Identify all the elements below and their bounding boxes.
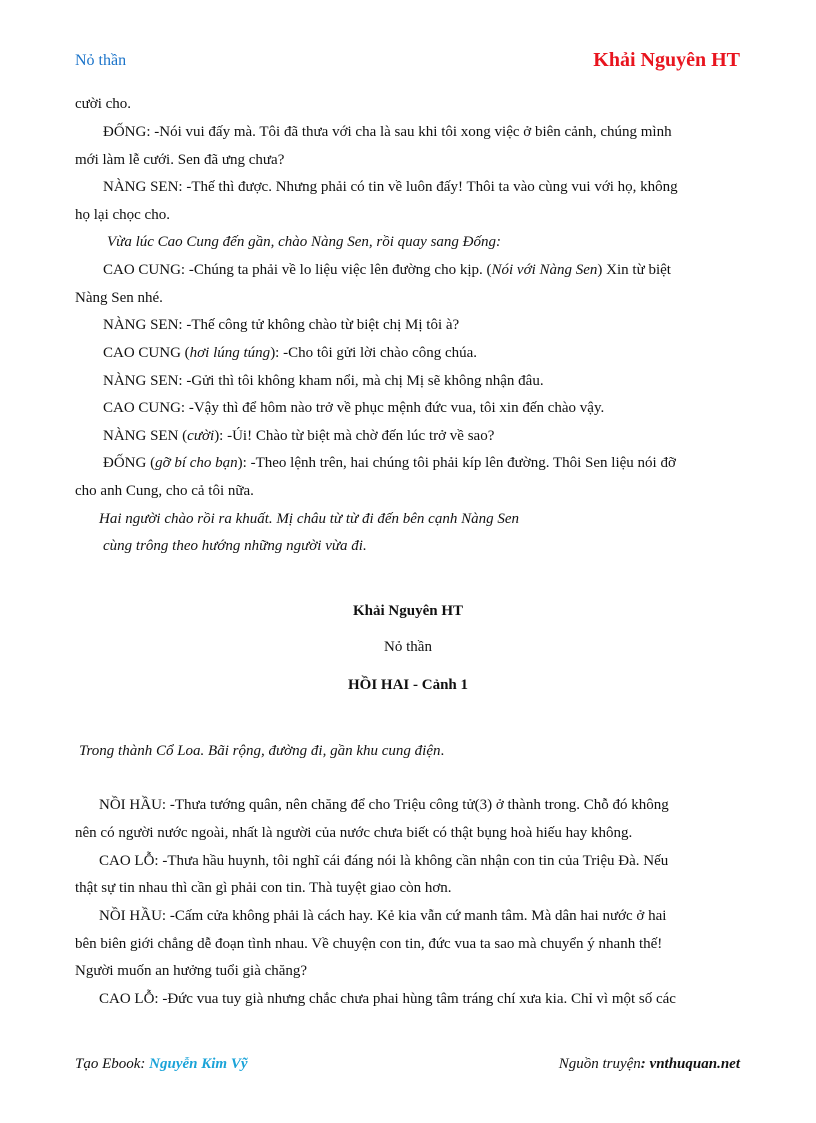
text-line: ĐỐNG: -Nói vui đấy mà. Tôi đã thưa với cha là sau khi tôi xong việc ở biên cảnh, chúng mình (103, 124, 672, 140)
text-line: ĐỐNG (gỡ bí cho bạn): -Theo lệnh trên, hai chúng tôi phải kíp lên đường. Thôi Sen liệu nói đỡ (103, 455, 676, 471)
section-author: Khải Nguyên HT (352, 603, 464, 619)
scene-setting: Trong thành Cổ Loa. Bãi rộng, đường đi, gần khu cung điện. (79, 743, 445, 759)
text-line: CAO CUNG (hơi lúng túng): -Cho tôi gửi lời chào công chúa. (103, 345, 478, 361)
text-line: họ lại chọc cho. (75, 207, 170, 223)
footer-source-site: vnthuquan.net (649, 1056, 740, 1072)
text-line: NÀNG SEN (cười): -Úi! Chào từ biệt mà chờ đến lúc trở về sao? (103, 428, 495, 444)
text-line: cho anh Cung, cho cả tôi nữa. (75, 483, 254, 499)
text-line: CAO LỖ: -Đức vua tuy già nhưng chắc chưa phai hùng tâm tráng chí xưa kia. Chỉ vì một số các (99, 991, 676, 1007)
section-book-title: Nỏ thần (384, 639, 432, 655)
text-line: CAO CUNG: -Chúng ta phải về lo liệu việc lên đường cho kịp. (Nói với Nàng Sen) Xin từ biệt (103, 262, 671, 278)
text-line: mới làm lễ cưới. Sen đã ưng chưa? (75, 152, 285, 168)
text-line: nên có người nước ngoài, nhất là người của nước chưa biết có thật bụng hoà hiếu hay không. (75, 825, 633, 841)
text-line: cười cho. (75, 96, 132, 112)
stage-direction: Hai người chào rồi ra khuất. Mị châu từ từ đi đến bên cạnh Nàng Sen (99, 511, 519, 527)
stage-direction: Vừa lúc Cao Cung đến gần, chào Nàng Sen, rồi quay sang Đống: (107, 234, 501, 250)
header-author: Khải Nguyên HT (593, 49, 740, 71)
footer-source-credit: Nguồn truyện: vnthuquan.net (558, 1056, 740, 1072)
text-line: bên biên giới chẳng dễ đoạn tình nhau. Về chuyện con tin, đức vua ta sao mà chuyển ý nhanh thế! (75, 936, 663, 952)
text-line: NỒI HẦU: -Thưa tướng quân, nên chăng để cho Triệu công tử(3) ở thành trong. Chỗ đó không (99, 797, 669, 813)
text-line: Người muốn an hưởng tuổi già chăng? (75, 963, 308, 979)
text-line: thật sự tin nhau thì cần gì phải con tin. Thà tuyệt giao còn hơn. (75, 880, 452, 896)
header-book-title: Nỏ thần (75, 52, 127, 69)
footer-ebook-credit: Tạo Ebook: Nguyễn Kim Vỹ (75, 1056, 248, 1072)
text-line: CAO LỖ: -Thưa hầu huynh, tôi nghĩ cái đáng nói là không cần nhận con tin của Triệu Đà. Nếu (99, 853, 669, 869)
text-line: NỒI HẦU: -Cấm cửa không phải là cách hay. Kẻ kia vẫn cứ manh tâm. Mà dân hai nước ở hai (99, 908, 667, 924)
section-act-title: HỒI HAI - Cảnh 1 (347, 677, 469, 693)
text-line: NÀNG SEN: -Thế thì được. Nhưng phải có tin về luôn đấy! Thôi ta vào cùng vui với họ, không (103, 179, 678, 195)
footer-ebook-author: Nguyễn Kim Vỹ (149, 1056, 248, 1072)
text-line: Nàng Sen nhé. (75, 290, 163, 306)
text-line: NÀNG SEN: -Gửi thì tôi không kham nổi, mà chị Mị sẽ không nhận đâu. (103, 373, 544, 389)
text-line: NÀNG SEN: -Thế công tử không chào từ biệt chị Mị tôi à? (103, 317, 460, 333)
text-line: CAO CUNG: -Vậy thì để hôm nào trở về phục mệnh đức vua, tôi xin đến chào vậy. (103, 400, 605, 416)
stage-direction: cùng trông theo hướng những người vừa đi. (103, 538, 367, 554)
